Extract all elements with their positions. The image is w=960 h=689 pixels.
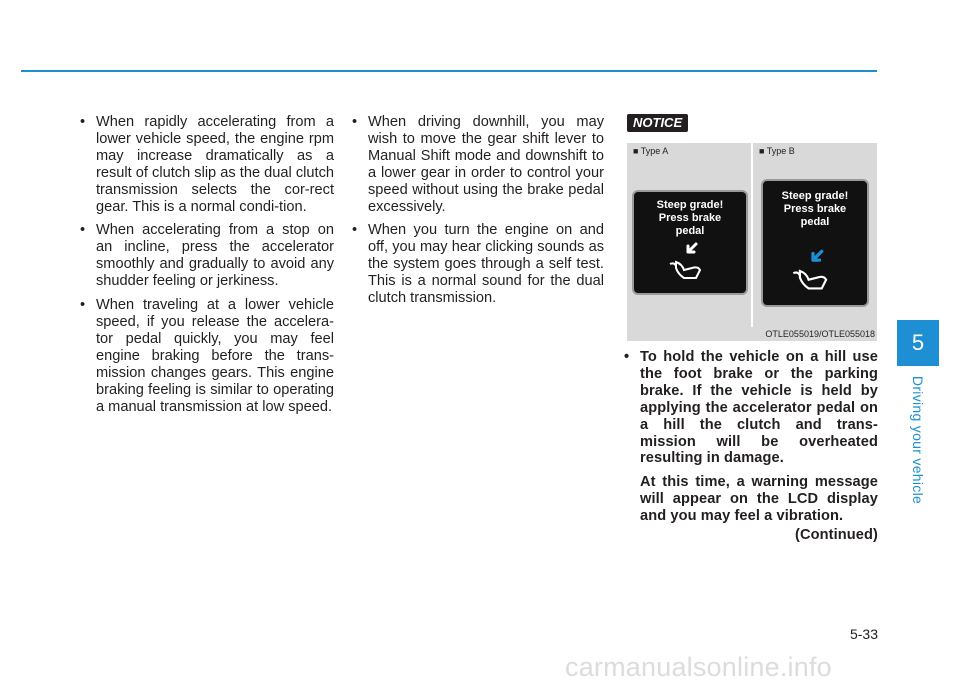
notice-badge: NOTICE — [627, 114, 688, 132]
brake-pedal-icon — [666, 240, 710, 284]
continued-label: (Continued) — [795, 527, 878, 544]
bullet-item: • When driving downhill, you may wish to move the gear shift lever to Manual Shift mode and downshift to a lower gear in order to control your speed without using the brake pedal excessively. — [351, 114, 604, 215]
lcd-line: Steep grade! — [781, 190, 849, 202]
top-rule — [21, 70, 877, 72]
lcd-line: Steep grade! — [656, 199, 724, 211]
type-a-panel — [627, 143, 751, 327]
type-b-panel — [753, 143, 877, 327]
bullet-item: • When you turn the engine on and off, you may hear clicking sounds as the system goes through a self test. This is a normal sound for the dual clutch transmission. — [351, 222, 604, 307]
figure-code: OTLE055019/OTLE055018 — [765, 329, 875, 339]
type-b-label: ■ Type B — [759, 146, 795, 156]
lcd-line: pedal — [675, 225, 705, 237]
bullet-item: • When traveling at a lower vehicle speed, if you release the accelera-tor pedal quickly, you may feel engine braking before the trans-mission changes gears. This engine braking feeling is similar to operating a manual transmission at low speed. — [79, 297, 334, 415]
lcd-message — [763, 190, 867, 229]
warning-display-figure — [627, 143, 877, 341]
lcd-line: pedal — [800, 216, 830, 228]
chapter-title-text: Driving your vehicle — [910, 375, 926, 505]
bullet-item: • When rapidly accelerating from a lower vehicle speed, the engine rpm may increase dramatically as a result of clutch slip as the dual clutch transmission selects the cor-rect gear. This is a normal condi-tion. — [79, 114, 334, 215]
chapter-title — [898, 375, 938, 505]
lcd-line: Press brake — [783, 203, 847, 215]
middle-column — [351, 114, 604, 314]
notice-paragraph: At this time, a warning message will appear on the LCD display and you may feel a vibration. — [640, 474, 878, 525]
page-number: 5-33 — [849, 626, 878, 642]
lcd-screen-type-a — [632, 190, 748, 295]
bullet-item: • To hold the vehicle on a hill use the foot brake or the parking brake. If the vehicle is held by applying the accelerator pedal on a hill the clutch and trans-mission will be overheated resulting in damage. — [623, 349, 878, 467]
notice-text — [623, 349, 878, 559]
type-a-label: ■ Type A — [633, 146, 669, 156]
bullet-item: • When accelerating from a stop on an incline, press the accelerator smoothly and gradually to avoid any shudder feeling or jerkiness. — [79, 222, 334, 290]
brake-pedal-icon — [789, 247, 837, 295]
chapter-number-tab: 5 — [897, 320, 939, 366]
watermark: carmanualsonline.info — [565, 652, 832, 682]
lcd-line: Press brake — [658, 212, 722, 224]
left-column — [79, 114, 334, 422]
lcd-screen-type-b — [761, 179, 869, 307]
lcd-message — [634, 199, 746, 238]
